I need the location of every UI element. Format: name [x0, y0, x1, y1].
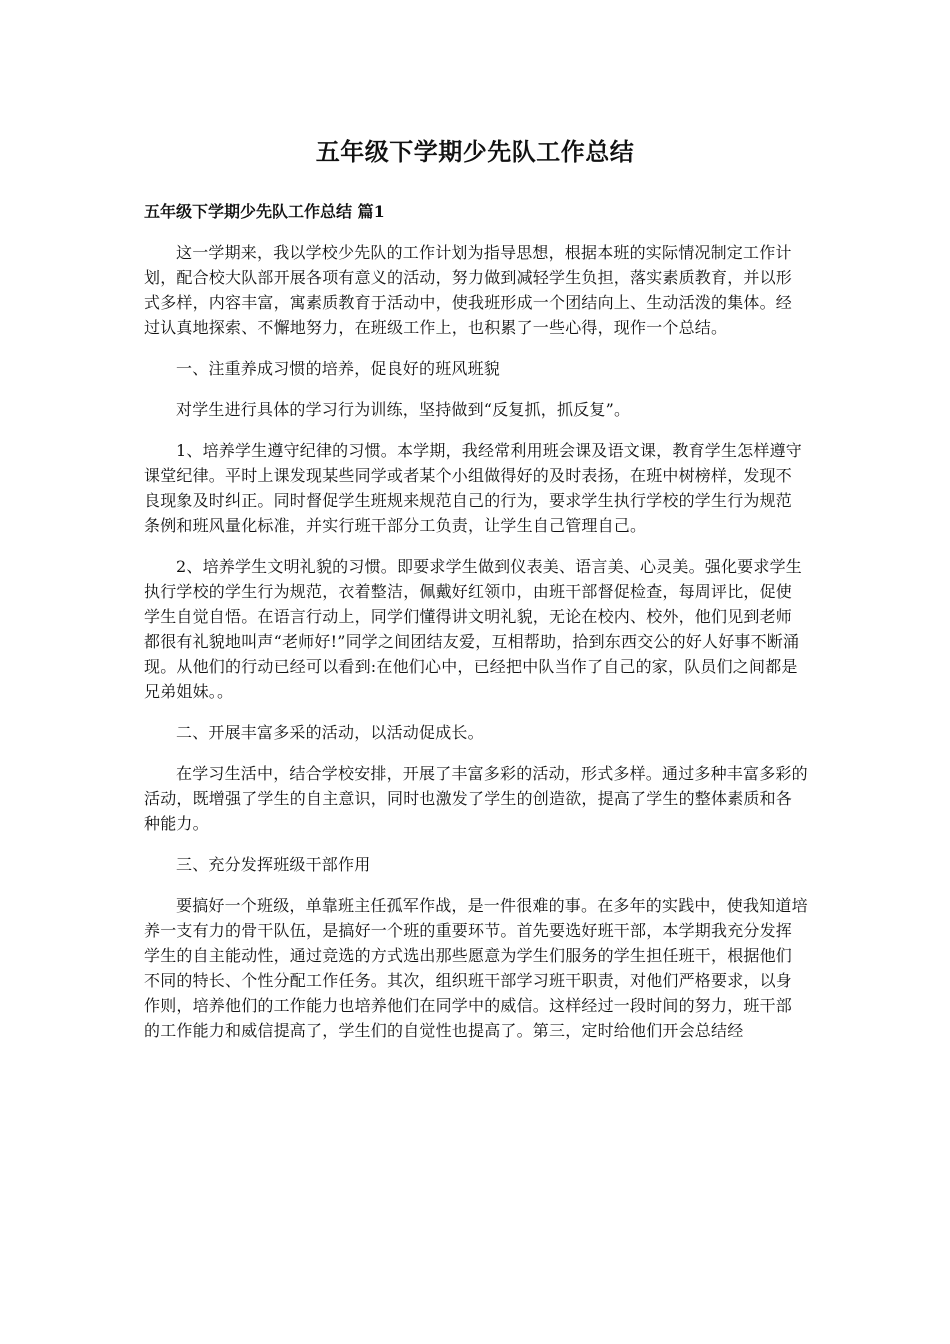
- paragraph-activities: 在学习生活中，结合学校安排，开展了丰富多彩的活动，形式多样。通过多种丰富多彩的活动，既增强了学生的自主意识，同时也激发了学生的创造欲，提高了学生的整体素质和各种能力。: [144, 764, 808, 833]
- document-title: 五年级下学期少先队工作总结: [315, 137, 635, 166]
- paragraph-training: 对学生进行具体的学习行为训练，坚持做到“反复抓，抓反复”。: [176, 400, 631, 419]
- paragraph-cadres: 要搞好一个班级，单靠班主任孤军作战，是一件很难的事。在多年的实践中，使我知道培养一支有力的骨干队伍，是搞好一个班的重要环节。首先要选好班干部，本学期我充分发挥学生的自主能动性，通过竞选的方式选出那些愿意为学生们服务的学生担任班干，根据他们不同的特长、个性分配工作任务。其次，组织班干部学习班干职责，对他们严格要求，以身作则，培养他们的工作能力也培养他们在同学中的威信。这样经过一段时间的努力，班干部的工作能力和威信提高了，学生们的自觉性也提高了。第三，定时给他们开会总结经: [144, 896, 808, 1040]
- subheading-3: 三、充分发挥班级干部作用: [176, 855, 371, 874]
- document-body: [144, 240, 808, 1059]
- section-heading: 五年级下学期少先队工作总结 篇1: [144, 202, 385, 221]
- subheading-1: 一、注重养成习惯的培养，促良好的班风班貌: [176, 359, 501, 378]
- subheading-2: 二、开展丰富多采的活动，以活动促成长。: [176, 723, 484, 742]
- paragraph-discipline: 1、培养学生遵守纪律的习惯。本学期，我经常利用班会课及语文课，教育学生怎样遵守课堂纪律。平时上课发现某些同学或者某个小组做得好的及时表扬，在班中树榜样，发现不良现象及时纠正。同时督促学生班规来规范自己的行为，要求学生执行学校的学生行为规范条例和班风量化标准，并实行班干部分工负责，让学生自己管理自己。: [144, 441, 802, 535]
- paragraph-intro: 这一学期来，我以学校少先队的工作计划为指导思想，根据本班的实际情况制定工作计划，配合校大队部开展各项有意义的活动，努力做到减轻学生负担，落实素质教育，并以形式多样，内容丰富，寓素质教育于活动中，使我班形成一个团结向上、生动活泼的集体。经过认真地探索、不懈地努力，在班级工作上，也积累了一些心得，现作一个总结。: [144, 243, 793, 337]
- paragraph-courtesy: 2、培养学生文明礼貌的习惯。即要求学生做到仪表美、语言美、心灵美。强化要求学生执行学校的学生行为规范，衣着整洁，佩戴好红领巾，由班干部督促检查，每周评比，促使学生自觉自悟。在语言行动上，同学们懂得讲文明礼貌，无论在校内、校外，他们见到老师都很有礼貌地叫声“老师好!”同学之间团结友爱，互相帮助，拾到东西交公的好人好事不断涌现。从他们的行动已经可以看到:在他们心中，已经把中队当作了自己的家，队员们之间都是兄弟姐妹。。: [144, 557, 802, 701]
